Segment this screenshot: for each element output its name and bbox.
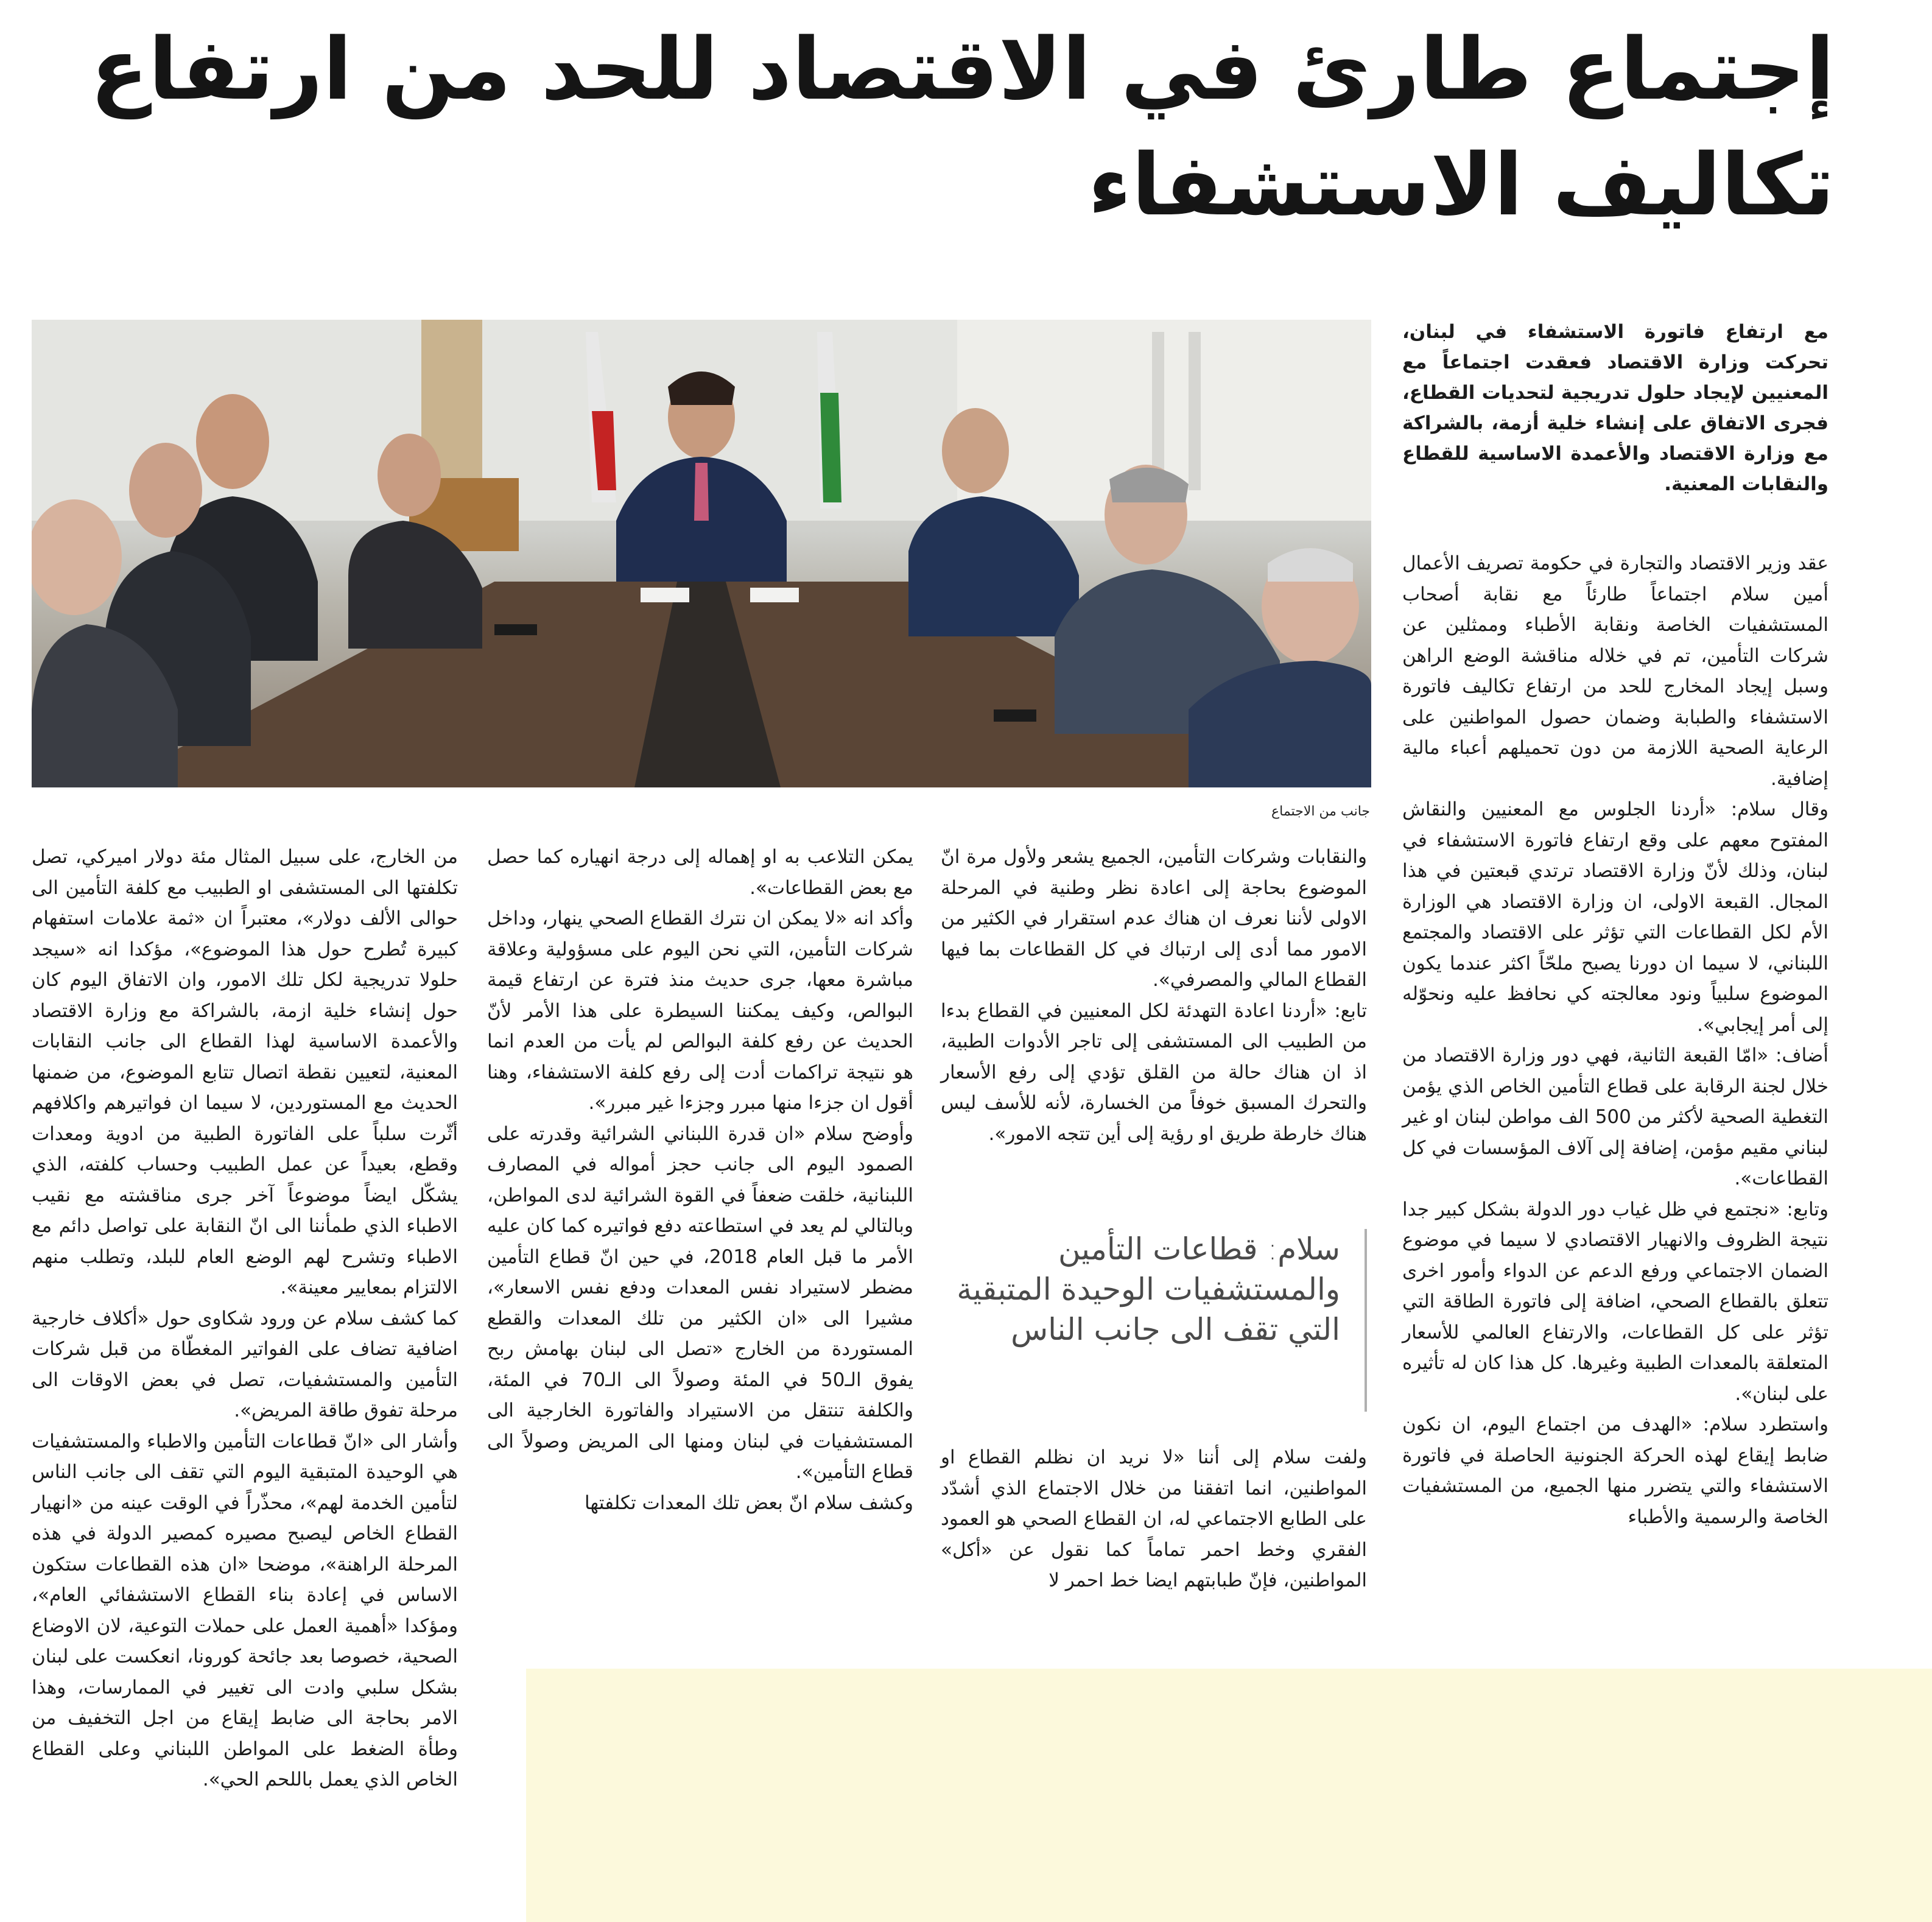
blank-ad-space [526,1669,1932,1922]
article-column-2-continued [941,1442,1367,1596]
paragraph: وأشار الى «انّ قطاعات التأمين والاطباء والمستشفيات هي الوحيدة المتبقية اليوم التي تقف الى جانب الناس لتأمين الخدمة لهم»، محذّراً في الوقت عينه من «انهيار القطاع الخاص ليصبح مصيره كمصير الدولة في هذه المرحلة الراهنة»، موضحا «ان هذه القطاعات ستكون الاساس في إعادة بناء القطاع الاستشفائي العام»، ومؤكدا «أهمية العمل على حملات التوعية، لان الاوضاع الصحية، خصوصا بعد جائحة كورونا، انعكست على لبنان بشكل سلبي وادت الى تغيير في الممارسات، وهذا الامر بحاجة الى ضابط إيقاع من اجل التخفيف من وطأة الضغط على المواطن اللبناني وعلى القطاع الخاص الذي يعمل باللحم الحي». [32,1430,458,1790]
paragraph: يمكن التلاعب به او إهماله إلى درجة انهياره كما حصل مع بعض القطاعات». [487,846,913,899]
paragraph: والنقابات وشركات التأمين، الجميع يشعر ولأول مرة انّ الموضوع بحاجة إلى اعادة نظر وطنية في المرحلة الاولى لأننا نعرف ان هناك عدم استقرار في الكثير من الامور مما أدى إلى ارتباك في كل القطاعات بما فيها القطاع المالي والمصرفي». [941,846,1367,991]
meeting-photo [32,320,1371,787]
paragraph: عقد وزير الاقتصاد والتجارة في حكومة تصريف الأعمال أمين سلام اجتماعاً طارئاً مع نقابة أصحاب المستشفيات الخاصة ونقابة الأطباء وممثلين عن شركات التأمين، تم في خلاله مناقشة الوضع الراهن وسبل إيجاد المخارج للحد من ارتفاع تكاليف فاتورة الاستشفاء والطبابة وضمان حصول المواطنين على الرعاية الصحية اللازمة من دون تحميلهم أعباء مالية إضافية. [1402,552,1828,790]
pull-quote [947,1229,1367,1412]
paragraph: أضاف: «امّا القبعة الثانية، فهي دور وزارة الاقتصاد من خلال لجنة الرقابة على قطاع التأمين الخاص الذي يؤمن التغطية الصحية لأكثر من 500 الف مواطن لبنان او غير لبناني مقيم مؤمن، إضافة إلى آلاف المؤسسات في كل القطاعات». [1402,1044,1828,1189]
article-headline: إجتماع طارئ في الاقتصاد للحد من ارتفاع تكاليف الاستشفاء [90,20,1835,235]
paragraph: وأكد انه «لا يمكن ان نترك القطاع الصحي ينهار، وداخل شركات التأمين، التي نحن اليوم على مسؤولية وعلاقة مباشرة معها، جرى حديث منذ فترة عن ارتفاع قيمة البوالص، وكيف يمكننا السيطرة على هذا الأمر لأنّ الحديث عن رفع كلفة البوالص لم يأت من العدم انما هو نتيجة تراكمات أدت إلى رفع كلفة الاستشفاء، وهنا أقول ان جزءا منها مبرر وجزءا غير مبرر». [487,907,913,1114]
article-intro: مع ارتفاع فاتورة الاستشفاء في لبنان، تحركت وزارة الاقتصاد فعقدت اجتماعاً مع المعنيين لإيجاد حلول تدريجية لتحديات القطاع، فجرى الاتفاق على إنشاء خلية أزمة، بالشراكة مع وزارة الاقتصاد والأعمدة الاساسية للقطاع والنقابات المعنية. [1402,321,1828,495]
paragraph: من الخارج، على سبيل المثال مئة دولار اميركي، تصل تكلفتها الى المستشفى او الطبيب مع كلفة التأمين الى حوالى الألف دولار»، معتبراً ان «ثمة علامات استفهام كبيرة تُطرح حول هذا الموضوع»، مؤكدا انه «سيجد حلولا تدريجية لكل تلك الامور، وان الاتفاق اليوم كان حول إنشاء خلية ازمة، بالشراكة مع وزارة الاقتصاد والأعمدة الاساسية لهذا القطاع الى جانب النقابات المعنية، لتعيين نقطة اتصال تتابع الموضوع، من ضمنها الحديث مع المستوردين، لا سيما ان فواتيرهم واكلافهم أثّرت سلباً على الفاتورة الطبية من ادوية ومعدات وقطع، بعيداً عن عمل الطبيب وحساب كلفته، الذي يشكّل ايضاً موضوعاً آخر جرى مناقشته مع نقيب الاطباء الذي طمأننا الى انّ النقابة على تواصل دائم مع الاطباء وتشرح لهم الوضع العام للبلد، وتطلب منهم الالتزام بمعايير معينة». [32,846,458,1298]
paragraph: وكشف سلام انّ بعض تلك المعدات تكلفتها [584,1491,913,1514]
paragraph: وأوضح سلام «ان قدرة اللبناني الشرائية وقدرته على الصمود اليوم الى جانب حجز أمواله في المصارف اللبنانية، خلقت ضعفاً في القوة الشرائية لدى المواطن، وبالتالي لم يعد في استطاعته دفع فواتيره كما كان عليه الأمر ما قبل العام 2018، في حين انّ قطاع التأمين مضطر لاستيراد نفس المعدات ودفع نفس الاسعار»، مشيرا الى «ان الكثير من تلك المعدات والقطع المستوردة من الخارج «تصل الى لبنان بهامش ربح يفوق الـ50 في المئة وصولاً الى الـ70 في المئة، والكلفة تنتقل من الاستيراد والفاتورة الخارجية الى المستشفيات في لبنان ومنها الى المريض وصولاً الى قطاع التأمين». [487,1122,914,1483]
photo-caption: جانب من الاجتماع [1271,804,1370,819]
article-column-1 [1402,548,1828,1532]
article-column-4 [32,842,458,1795]
paragraph: ولفت سلام إلى أننا «لا نريد ان نظلم القطاع او المواطنين، انما اتفقنا من خلال الاجتماع الذي أشدّد على الطابع الاجتماعي له، ان القطاع الصحي هو العمود الفقري وخط احمر تماماً كما نقول عن «أكل» المواطنين، فإنّ طبابتهم ايضا خط احمر لا [941,1446,1367,1591]
paragraph: واستطرد سلام: «الهدف من اجتماع اليوم، ان نكون ضابط إيقاع لهذه الحركة الجنونية الحاصلة في فاتورة الاستشفاء والتي يتضرر منها الجميع، من المستشفيات الخاصة والرسمية والأطباء [1402,1413,1828,1528]
paragraph: وتابع: «نجتمع في ظل غياب دور الدولة بشكل كبير جدا نتيجة الظروف والانهيار الاقتصادي لا سيما في موضوع الضمان الاجتماعي ورفع الدعم عن الدواء وأمور اخرى تتعلق بالقطاع الصحي، اضافة إلى فاتورة الطاقة التي تؤثر على كل القطاعات، والارتفاع العالمي للأسعار المتعلقة بالمعدات الطبية وغيرها. كل هذا كان له تأثيره على لبنان». [1402,1198,1828,1405]
article-column-3 [487,842,913,1518]
paragraph: تابع: «أردنا اعادة التهدئة لكل المعنيين في القطاع بدءا من الطبيب الى المستشفى إلى تاجر الأدوات الطبية، اذ ان هناك حالة من القلق تؤدي إلى رفع الأسعار والتحرك المسبق خوفاً من الخسارة، لأنه للأسف ليس هناك خارطة طريق او رؤية إلى أين تتجه الامور». [941,999,1367,1145]
article-column-2 [941,842,1367,1149]
paragraph: وقال سلام: «أردنا الجلوس مع المعنيين والنقاش المفتوح معهم على وقع ارتفاع فاتورة الاستشفاء في لبنان، وذلك لأنّ وزارة الاقتصاد ترتدي قبعتين في هذا المجال. القبعة الاولى، ان وزارة الاقتصاد هي الوزارة الأم لكل القطاعات التي تؤثر على الاقتصاد والمجتمع اللبناني، لا سيما ان دورنا يصبح ملحّاً اكثر عندما يكون الموضوع سلبياً ونود معالجته كي نحافظ عليه ونحوّله إلى أمر إيجابي». [1402,798,1828,1036]
pull-quote-text: سلام: قطاعات التأمين والمستشفيات الوحيدة المتبقية التي تقف الى جانب الناس [957,1231,1340,1347]
paragraph: كما كشف سلام عن ورود شكاوى حول «أكلاف خارجية اضافية تضاف على الفواتير المغطّاة من قبل شركات التأمين والمستشفيات، تصل في بعض الاوقات الى مرحلة تفوق طاقة المريض». [32,1307,458,1421]
